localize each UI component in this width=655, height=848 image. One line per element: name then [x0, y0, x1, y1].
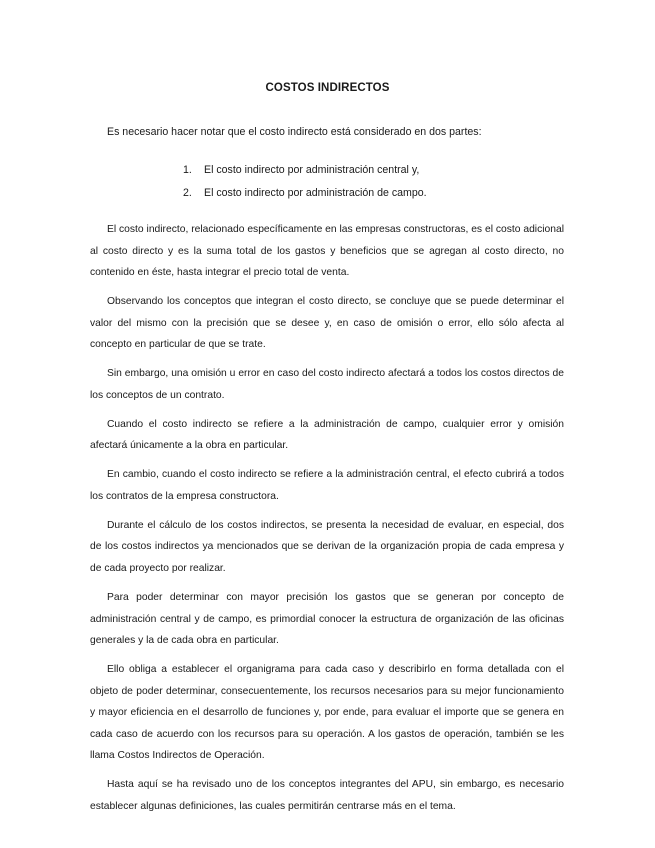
- intro-paragraph: Es necesario hacer notar que el costo indirecto está considerado en dos partes:: [107, 126, 482, 138]
- body-text: [90, 219, 564, 825]
- paragraph: Durante el cálculo de los costos indirectos, se presenta la necesidad de evaluar, en especial, dos de los costos indirectos ya mencionados que se derivan de la organización propia de cada empresa y de cada proyecto por realizar.: [90, 519, 564, 574]
- paragraph: Sin embargo, una omisión u error en caso del costo indirecto afectará a todos los costos directos de los conceptos de un contrato.: [90, 368, 564, 401]
- paragraph: En cambio, cuando el costo indirecto se refiere a la administración central, el efecto cubrirá a todos los contratos de la empresa constructora.: [90, 469, 564, 502]
- list-number: 1.: [183, 164, 192, 176]
- paragraph: Ello obliga a establecer el organigrama para cada caso y describirlo en forma detallada con el objeto de poder determinar, consecuentemente, los recursos necesarios para su mejor funcionamiento y mayor eficiencia en el desarrollo de funciones y, por ende, para evaluar el importe que se genera en cada caso de acuerdo con los recursos para su operación. A los gastos de operación, también se les llama Costos Indirectos de Operación.: [90, 664, 564, 762]
- page-title: COSTOS INDIRECTOS: [265, 82, 390, 94]
- list-item-text: El costo indirecto por administración de campo.: [204, 187, 427, 199]
- numbered-list: [183, 163, 427, 209]
- paragraph: El costo indirecto, relacionado específicamente en las empresas constructoras, es el costo adicional al costo directo y es la suma total de los gastos y beneficios que se agregan al costo directo, no contenido en éste, hasta integrar el precio total de venta.: [90, 224, 564, 278]
- list-number: 2.: [183, 187, 192, 199]
- list-item: [183, 186, 427, 209]
- list-item-text: El costo indirecto por administración central y,: [204, 164, 420, 176]
- paragraph: Para poder determinar con mayor precisión los gastos que se generan por concepto de administración central y de campo, es primordial conocer la estructura de organización de las oficinas generales y la de cada obra en particular.: [90, 592, 564, 647]
- paragraph: Hasta aquí se ha revisado uno de los conceptos integrantes del APU, sin embargo, es necesario establecer algunas definiciones, las cuales permitirán centrarse más en el tema.: [90, 779, 564, 812]
- paragraph: Cuando el costo indirecto se refiere a la administración de campo, cualquier error y omisión afectará únicamente a la obra en particular.: [90, 418, 564, 452]
- paragraph: Observando los conceptos que integran el costo directo, se concluye que se puede determinar el valor del mismo con la precisión que se desee y, en caso de omisión o error, ello sólo afecta al concepto en particular de que se trate.: [90, 296, 564, 351]
- list-item: [183, 163, 427, 186]
